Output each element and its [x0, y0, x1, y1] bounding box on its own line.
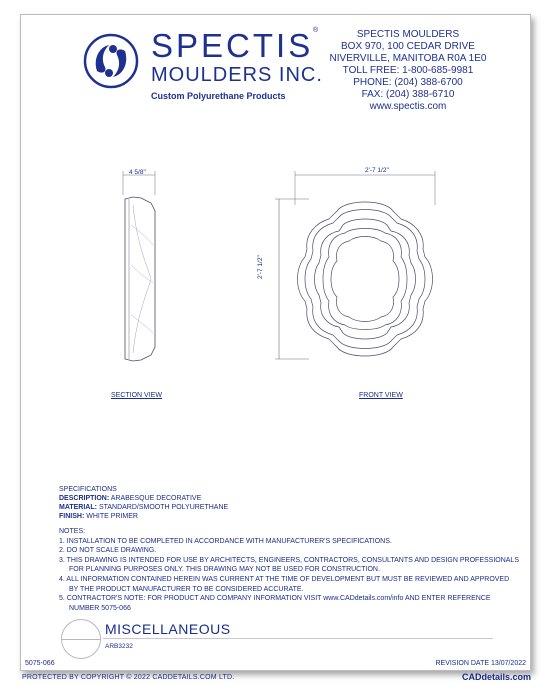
specifications-heading: SPECIFICATIONS	[59, 486, 117, 493]
spec-row	[59, 494, 228, 503]
drawing-sheet	[20, 14, 531, 671]
trademark-mark: ®	[313, 27, 319, 34]
brand-name: SPECTIS	[151, 27, 314, 64]
spec-key: MATERIAL:	[59, 504, 97, 511]
notes-heading: NOTES:	[59, 528, 86, 535]
notes	[59, 527, 519, 613]
section-view-label: SECTION VIEW	[111, 392, 162, 399]
title-divider	[103, 638, 493, 639]
note-item: 4. ALL INFORMATION CONTAINED HEREIN WAS CURRENT AT THE TIME OF DEVELOPMENT BUT MUST BE REVIEWED AND APPROVED BY THE PRODUCT MANUFACTURER TO BE CONSIDERED ACCURATE.	[59, 575, 510, 593]
drawing-code: ARB3232	[105, 643, 133, 650]
address-line: BOX 970, 100 CEDAR DRIVE	[341, 41, 475, 52]
spec-row	[59, 512, 228, 521]
drawing-title: MISCELLANEOUS	[105, 621, 231, 637]
address-line: www.spectis.com	[369, 101, 447, 112]
spec-key: FINISH:	[59, 513, 85, 520]
address-line: FAX: (204) 388-6710	[361, 89, 455, 100]
company-address	[308, 29, 508, 113]
address-line: PHONE: (204) 388-6700	[353, 77, 463, 88]
copyright-text: PROTECTED BY COPYRIGHT © 2022 CADDETAILS.COM LTD.	[22, 674, 235, 681]
brand-tagline: Custom Polyurethane Products	[151, 91, 286, 101]
spec-key: DESCRIPTION:	[59, 495, 110, 502]
note-item: 3. THIS DRAWING IS INTENDED FOR USE BY ARCHITECTS, ENGINEERS, CONTRACTORS, CONSULTANTS AND DESIGN PROFESSIONALS FOR PLANNING PURPOSES ONLY. THIS DRAWING MAY NOT BE USED FOR CONSTRUCTION.	[59, 556, 519, 574]
spec-value: WHITE PRIMER	[86, 513, 138, 520]
caddetails-logo[interactable]: CADdetails.com	[461, 672, 531, 682]
spec-row	[59, 503, 228, 512]
address-line: TOLL FREE: 1-800-685-9981	[342, 65, 474, 76]
front-view-drawing	[265, 165, 455, 375]
note-item: 2. DO NOT SCALE DRAWING.	[59, 547, 157, 555]
spec-value: STANDARD/SMOOTH POLYURETHANE	[98, 504, 229, 511]
brand-subname: MOULDERS INC.	[151, 64, 323, 86]
front-height-dimension: 2'-7 1/2"	[257, 255, 264, 279]
address-line: NIVERVILLE, MANITOBA R0A 1E0	[329, 53, 487, 64]
front-view-label: FRONT VIEW	[359, 392, 403, 399]
note-item: 5. CONTRACTOR'S NOTE: FOR PRODUCT AND COMPANY INFORMATION VISIT www.CADdetails.com/info AND ENTER REFERENCE NUMBER 5075-066	[59, 595, 491, 612]
address-line: SPECTIS MOULDERS	[356, 29, 460, 40]
note-item: 1. INSTALLATION TO BE COMPLETED IN ACCORDANCE WITH MANUFACTURER'S SPECIFICATIONS.	[59, 537, 392, 545]
spec-value: ARABESQUE DECORATIVE	[110, 495, 202, 502]
reference-number: 5075-066	[25, 660, 55, 667]
footer-bar	[20, 672, 531, 686]
section-view-drawing	[111, 165, 181, 385]
specifications	[59, 485, 228, 521]
front-width-dimension: 2'-7 1/2"	[365, 167, 389, 174]
title-block-circle-icon	[61, 619, 101, 659]
section-width-dimension: 4 5/8"	[129, 169, 146, 176]
spectis-logo-icon	[83, 33, 139, 89]
revision-date: REVISION DATE 13/07/2022	[435, 660, 526, 667]
